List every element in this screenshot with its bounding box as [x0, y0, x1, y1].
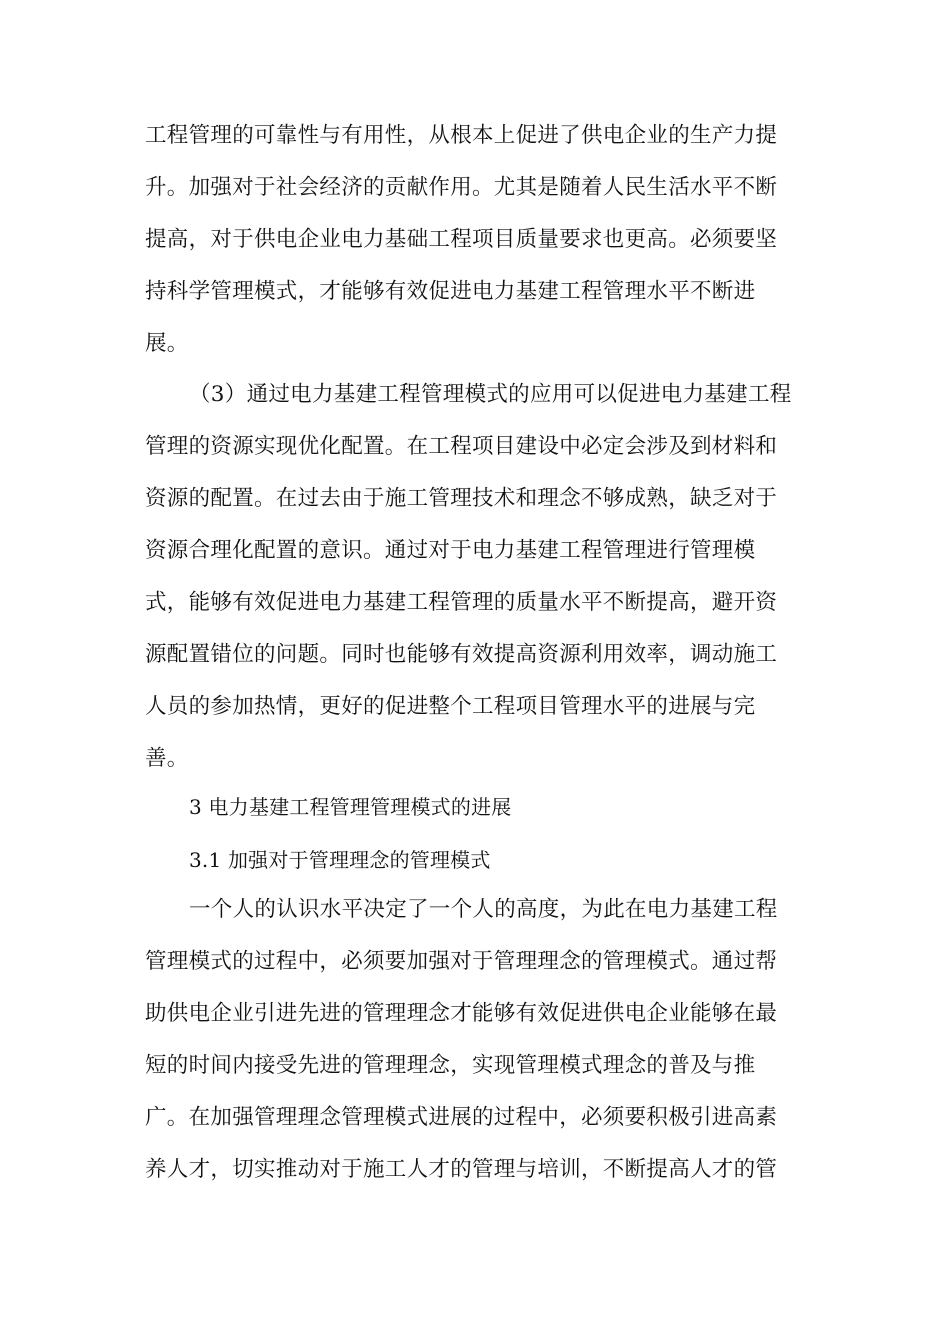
text-line: 管理的资源实现优化配置。在工程项目建设中必定会涉及到材料和 [145, 434, 778, 459]
text-line: 源配置错位的问题。同时也能够有效提高资源利用效率，调动施工 [145, 642, 778, 667]
text-line: 广。在加强管理理念管理模式进展的过程中，必须要积极引进高素 [145, 1105, 778, 1130]
text-line: 养人才，切实推动对于施工人才的管理与培训，不断提高人才的管 [145, 1157, 778, 1182]
text-line: 善。 [145, 746, 189, 771]
subsection-heading: 3.1 加强对于管理理念的管理模式 [189, 848, 491, 872]
text-line: 式，能够有效促进电力基建工程管理的质量水平不断提高，避开资 [145, 590, 778, 615]
section-heading: 3 电力基建工程管理管理模式的进展 [189, 795, 512, 819]
text-line: 短的时间内接受先进的管理理念，实现管理模式理念的普及与推 [145, 1053, 756, 1078]
text-line: 管理模式的过程中，必须要加强对于管理理念的管理模式。通过帮 [145, 949, 778, 974]
text-line: 工程管理的可靠性与有用性，从根本上促进了供电企业的生产力提 [145, 123, 778, 148]
text-line: 提高，对于供电企业电力基础工程项目质量要求也更高。必须要坚 [145, 227, 778, 252]
text-line: 资源的配置。在过去由于施工管理技术和理念不够成熟，缺乏对于 [145, 486, 778, 511]
text-line: 持科学管理模式，才能够有效促进电力基建工程管理水平不断进 [145, 279, 756, 304]
text-line: 展。 [145, 331, 189, 356]
text-line: 助供电企业引进先进的管理理念才能够有效促进供电企业能够在最 [145, 1001, 778, 1026]
text-line: 人员的参加热情，更好的促进整个工程项目管理水平的进展与完 [145, 694, 756, 719]
paragraph-start-line: 一个人的认识水平决定了一个人的高度，为此在电力基建工程 [189, 897, 778, 922]
text-line: 资源合理化配置的意识。通过对于电力基建工程管理进行管理模 [145, 538, 756, 563]
paragraph-start-line: （3）通过电力基建工程管理模式的应用可以促进电力基建工程 [189, 382, 792, 407]
text-line: 升。加强对于社会经济的贡献作用。尤其是随着人民生活水平不断 [145, 175, 778, 200]
